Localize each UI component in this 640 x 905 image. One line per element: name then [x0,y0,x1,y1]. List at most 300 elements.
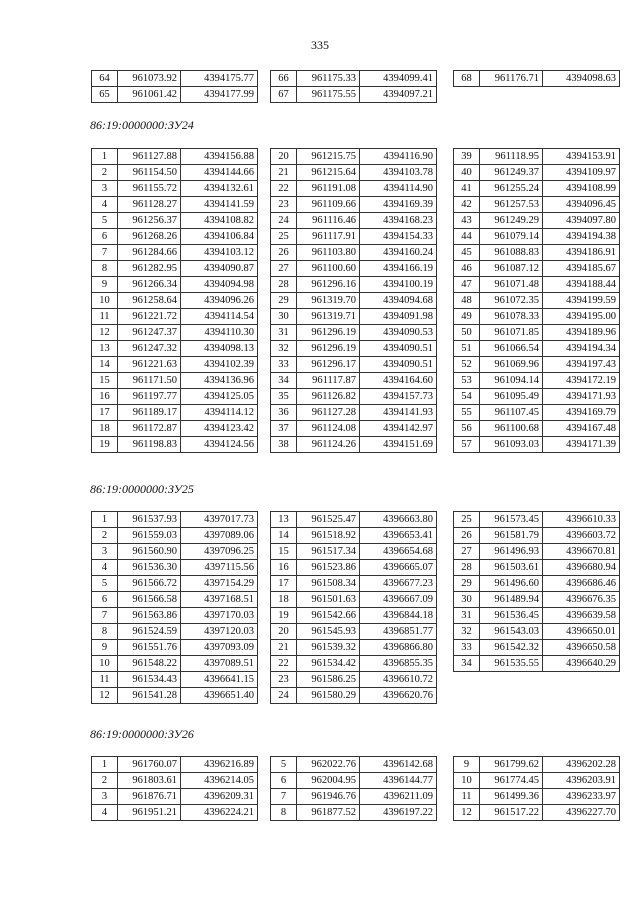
point-number: 64 [92,71,118,87]
x-coordinate: 961215.64 [297,165,360,181]
x-coordinate: 961296.19 [297,341,360,357]
y-coordinate: 4397115.56 [181,560,258,576]
x-coordinate: 961066.54 [480,341,543,357]
table-row [92,229,258,245]
table-row [454,608,620,624]
x-coordinate: 961128.27 [118,197,181,213]
y-coordinate: 4394154.33 [360,229,437,245]
y-coordinate: 4394109.97 [543,165,620,181]
x-coordinate: 961117.91 [297,229,360,245]
table-row [454,181,620,197]
x-coordinate: 961501.63 [297,592,360,608]
y-coordinate: 4394124.56 [181,437,258,453]
coordinate-table [453,148,620,453]
table-row [454,789,620,805]
y-coordinate: 4394097.21 [360,87,437,103]
coordinate-table [91,511,258,704]
x-coordinate: 961247.32 [118,341,181,357]
y-coordinate: 4394197.43 [543,357,620,373]
x-coordinate: 961496.60 [480,576,543,592]
table-row [271,293,437,309]
point-number: 3 [92,789,118,805]
y-coordinate: 4394194.38 [543,229,620,245]
table-row [271,197,437,213]
point-number: 28 [271,277,297,293]
point-number: 29 [454,576,480,592]
point-number: 6 [271,773,297,789]
point-number: 35 [271,389,297,405]
x-coordinate: 961319.71 [297,309,360,325]
y-coordinate: 4394171.39 [543,437,620,453]
point-number: 53 [454,373,480,389]
x-coordinate: 961581.79 [480,528,543,544]
coordinate-table [91,148,258,453]
table-row [454,640,620,656]
point-number: 9 [92,277,118,293]
coordinate-table [453,511,620,672]
y-coordinate: 4394099.41 [360,71,437,87]
table-row [454,773,620,789]
point-number: 68 [454,71,480,87]
point-number: 2 [92,528,118,544]
y-coordinate: 4396650.01 [543,624,620,640]
x-coordinate: 961255.24 [480,181,543,197]
y-coordinate: 4396214.05 [181,773,258,789]
table-row [92,277,258,293]
x-coordinate: 961524.59 [118,624,181,640]
x-coordinate: 961559.03 [118,528,181,544]
x-coordinate: 961221.63 [118,357,181,373]
point-number: 11 [92,672,118,688]
x-coordinate: 961760.07 [118,757,181,773]
table-row [271,672,437,688]
y-coordinate: 4394156.88 [181,149,258,165]
y-coordinate: 4394090.51 [360,357,437,373]
table-row [92,528,258,544]
x-coordinate: 961127.88 [118,149,181,165]
point-number: 7 [271,789,297,805]
y-coordinate: 4396227.70 [543,805,620,821]
y-coordinate: 4394142.97 [360,421,437,437]
table-row [92,640,258,656]
x-coordinate: 961876.71 [118,789,181,805]
table-row [271,389,437,405]
point-number: 37 [271,421,297,437]
point-number: 24 [271,213,297,229]
point-number: 48 [454,293,480,309]
table-row [454,544,620,560]
x-coordinate: 961319.70 [297,293,360,309]
y-coordinate: 4394103.78 [360,165,437,181]
point-number: 26 [271,245,297,261]
x-coordinate: 961094.14 [480,373,543,389]
coordinate-table [270,756,437,821]
point-number: 31 [454,608,480,624]
point-number: 67 [271,87,297,103]
point-number: 2 [92,773,118,789]
y-coordinate: 4396641.15 [181,672,258,688]
point-number: 7 [92,245,118,261]
x-coordinate: 961541.28 [118,688,181,704]
table-row [92,87,258,103]
table-row [271,245,437,261]
table-row [454,405,620,421]
x-coordinate: 961073.92 [118,71,181,87]
point-number: 56 [454,421,480,437]
table-row [92,421,258,437]
table-row [271,544,437,560]
x-coordinate: 961197.77 [118,389,181,405]
point-number: 1 [92,512,118,528]
point-number: 18 [271,592,297,608]
table-row [454,357,620,373]
point-number: 20 [271,149,297,165]
x-coordinate: 961508.34 [297,576,360,592]
y-coordinate: 4397093.09 [181,640,258,656]
point-number: 42 [454,197,480,213]
y-coordinate: 4394094.98 [181,277,258,293]
y-coordinate: 4394151.69 [360,437,437,453]
point-number: 16 [271,560,297,576]
point-number: 39 [454,149,480,165]
y-coordinate: 4396663.80 [360,512,437,528]
table-row [92,213,258,229]
x-coordinate: 961489.94 [480,592,543,608]
point-number: 44 [454,229,480,245]
point-number: 9 [454,757,480,773]
x-coordinate: 961543.03 [480,624,543,640]
point-number: 50 [454,325,480,341]
point-number: 6 [92,592,118,608]
x-coordinate: 962022.76 [297,757,360,773]
table-row [454,277,620,293]
y-coordinate: 4396680.94 [543,560,620,576]
point-number: 11 [454,789,480,805]
point-number: 25 [454,512,480,528]
point-number: 34 [454,656,480,672]
y-coordinate: 4394108.99 [543,181,620,197]
table-row [92,624,258,640]
y-coordinate: 4396209.31 [181,789,258,805]
point-number: 18 [92,421,118,437]
x-coordinate: 961171.50 [118,373,181,389]
x-coordinate: 961249.29 [480,213,543,229]
table-row [454,341,620,357]
y-coordinate: 4394096.45 [543,197,620,213]
y-coordinate: 4394132.61 [181,181,258,197]
y-coordinate: 4394103.12 [181,245,258,261]
x-coordinate: 961563.86 [118,608,181,624]
table-row [271,277,437,293]
y-coordinate: 4396650.58 [543,640,620,656]
point-number: 33 [271,357,297,373]
x-coordinate: 961116.46 [297,213,360,229]
point-number: 38 [271,437,297,453]
y-coordinate: 4394114.54 [181,309,258,325]
table-row [271,261,437,277]
y-coordinate: 4394153.91 [543,149,620,165]
point-number: 11 [92,309,118,325]
point-number: 31 [271,325,297,341]
x-coordinate: 961198.83 [118,437,181,453]
point-number: 2 [92,165,118,181]
y-coordinate: 4396654.68 [360,544,437,560]
y-coordinate: 4394102.39 [181,357,258,373]
y-coordinate: 4396211.09 [360,789,437,805]
y-coordinate: 4396202.28 [543,757,620,773]
point-number: 10 [454,773,480,789]
point-number: 33 [454,640,480,656]
point-number: 41 [454,181,480,197]
table-row [92,245,258,261]
point-number: 10 [92,293,118,309]
table-row [271,688,437,704]
table-row [271,87,437,103]
x-coordinate: 961560.90 [118,544,181,560]
section-heading-zu26: 86:19:0000000:ЗУ26 [90,727,194,741]
x-coordinate: 961221.72 [118,309,181,325]
table-row [454,373,620,389]
y-coordinate: 4396677.23 [360,576,437,592]
point-number: 7 [92,608,118,624]
point-number: 8 [92,261,118,277]
table-row [271,165,437,181]
table-row [271,640,437,656]
x-coordinate: 961175.33 [297,71,360,87]
table-row [92,773,258,789]
table-row [92,608,258,624]
y-coordinate: 4396233.97 [543,789,620,805]
y-coordinate: 4394123.42 [181,421,258,437]
y-coordinate: 4394199.59 [543,293,620,309]
y-coordinate: 4394186.91 [543,245,620,261]
section-heading-zu25: 86:19:0000000:ЗУ25 [90,482,194,496]
table-row [92,71,258,87]
point-number: 13 [92,341,118,357]
table-row [454,576,620,592]
table-row [92,181,258,197]
point-number: 3 [92,181,118,197]
coordinate-table [270,511,437,704]
x-coordinate: 961117.87 [297,373,360,389]
x-coordinate: 961258.64 [118,293,181,309]
point-number: 14 [271,528,297,544]
point-number: 28 [454,560,480,576]
point-number: 4 [92,805,118,821]
point-number: 5 [92,213,118,229]
y-coordinate: 4396686.46 [543,576,620,592]
x-coordinate: 961542.32 [480,640,543,656]
point-number: 22 [271,656,297,672]
x-coordinate: 961088.83 [480,245,543,261]
table-row [92,389,258,405]
table-row [454,437,620,453]
table-row [454,245,620,261]
table-row [271,357,437,373]
point-number: 14 [92,357,118,373]
point-number: 66 [271,71,297,87]
y-coordinate: 4394160.24 [360,245,437,261]
point-number: 45 [454,245,480,261]
y-coordinate: 4394114.90 [360,181,437,197]
table-row [271,405,437,421]
table-row [271,576,437,592]
point-number: 24 [271,688,297,704]
x-coordinate: 961155.72 [118,181,181,197]
point-number: 34 [271,373,297,389]
point-number: 15 [92,373,118,389]
y-coordinate: 4394195.00 [543,309,620,325]
x-coordinate: 961061.42 [118,87,181,103]
y-coordinate: 4396144.77 [360,773,437,789]
y-coordinate: 4396676.35 [543,592,620,608]
y-coordinate: 4394169.79 [543,405,620,421]
table-row [454,325,620,341]
table-row [92,805,258,821]
table-row [271,560,437,576]
x-coordinate: 961496.93 [480,544,543,560]
table-row [92,261,258,277]
y-coordinate: 4396866.80 [360,640,437,656]
x-coordinate: 961189.17 [118,405,181,421]
y-coordinate: 4394167.48 [543,421,620,437]
table-row [271,789,437,805]
coordinate-table [453,756,620,821]
point-number: 19 [271,608,297,624]
y-coordinate: 4394175.77 [181,71,258,87]
table-row [454,421,620,437]
point-number: 17 [271,576,297,592]
table-row [271,71,437,87]
y-coordinate: 4394125.05 [181,389,258,405]
coordinate-table [270,148,437,453]
x-coordinate: 961127.28 [297,405,360,421]
y-coordinate: 4394141.93 [360,405,437,421]
y-coordinate: 4394185.67 [543,261,620,277]
table-row [92,373,258,389]
table-row [92,592,258,608]
point-number: 65 [92,87,118,103]
point-number: 30 [454,592,480,608]
point-number: 23 [271,672,297,688]
table-row [454,197,620,213]
table-row [271,437,437,453]
x-coordinate: 961580.29 [297,688,360,704]
point-number: 8 [92,624,118,640]
point-number: 49 [454,309,480,325]
table-row [92,437,258,453]
table-row [271,528,437,544]
point-number: 51 [454,341,480,357]
x-coordinate: 961542.66 [297,608,360,624]
y-coordinate: 4397089.06 [181,528,258,544]
point-number: 55 [454,405,480,421]
point-number: 21 [271,640,297,656]
table-row [271,149,437,165]
table-row [271,309,437,325]
x-coordinate: 961282.95 [118,261,181,277]
point-number: 36 [271,405,297,421]
table-row [92,149,258,165]
x-coordinate: 961548.22 [118,656,181,672]
point-number: 27 [454,544,480,560]
y-coordinate: 4396203.91 [543,773,620,789]
y-coordinate: 4397089.51 [181,656,258,672]
x-coordinate: 961551.76 [118,640,181,656]
y-coordinate: 4396653.41 [360,528,437,544]
x-coordinate: 961087.12 [480,261,543,277]
x-coordinate: 961586.25 [297,672,360,688]
table-row [92,341,258,357]
x-coordinate: 961537.93 [118,512,181,528]
x-coordinate: 961154.50 [118,165,181,181]
point-number: 16 [92,389,118,405]
y-coordinate: 4394168.23 [360,213,437,229]
point-number: 26 [454,528,480,544]
x-coordinate: 961573.45 [480,512,543,528]
table-row [92,656,258,672]
y-coordinate: 4396639.58 [543,608,620,624]
x-coordinate: 961539.32 [297,640,360,656]
x-coordinate: 961517.22 [480,805,543,821]
x-coordinate: 961799.62 [480,757,543,773]
table-row [271,624,437,640]
coordinate-table [91,70,258,103]
x-coordinate: 961071.85 [480,325,543,341]
table-row [454,592,620,608]
table-row [454,149,620,165]
point-number: 19 [92,437,118,453]
point-number: 12 [92,325,118,341]
point-number: 5 [92,576,118,592]
x-coordinate: 961503.61 [480,560,543,576]
point-number: 47 [454,277,480,293]
point-number: 17 [92,405,118,421]
point-number: 29 [271,293,297,309]
table-row [92,672,258,688]
y-coordinate: 4394164.60 [360,373,437,389]
table-row [92,544,258,560]
y-coordinate: 4396610.72 [360,672,437,688]
table-row [271,592,437,608]
point-number: 8 [271,805,297,821]
y-coordinate: 4396620.76 [360,688,437,704]
point-number: 3 [92,544,118,560]
point-number: 25 [271,229,297,245]
point-number: 22 [271,181,297,197]
x-coordinate: 961079.14 [480,229,543,245]
y-coordinate: 4394098.13 [181,341,258,357]
x-coordinate: 961774.45 [480,773,543,789]
x-coordinate: 961525.47 [297,512,360,528]
x-coordinate: 961249.37 [480,165,543,181]
point-number: 32 [271,341,297,357]
y-coordinate: 4394096.26 [181,293,258,309]
x-coordinate: 961124.26 [297,437,360,453]
y-coordinate: 4394110.30 [181,325,258,341]
point-number: 12 [92,688,118,704]
point-number: 40 [454,165,480,181]
point-number: 4 [92,560,118,576]
point-number: 52 [454,357,480,373]
x-coordinate: 961176.71 [480,71,543,87]
y-coordinate: 4397017.73 [181,512,258,528]
x-coordinate: 961535.55 [480,656,543,672]
coordinate-table [453,70,620,87]
x-coordinate: 961172.87 [118,421,181,437]
coordinate-table [270,70,437,103]
table-row [454,528,620,544]
